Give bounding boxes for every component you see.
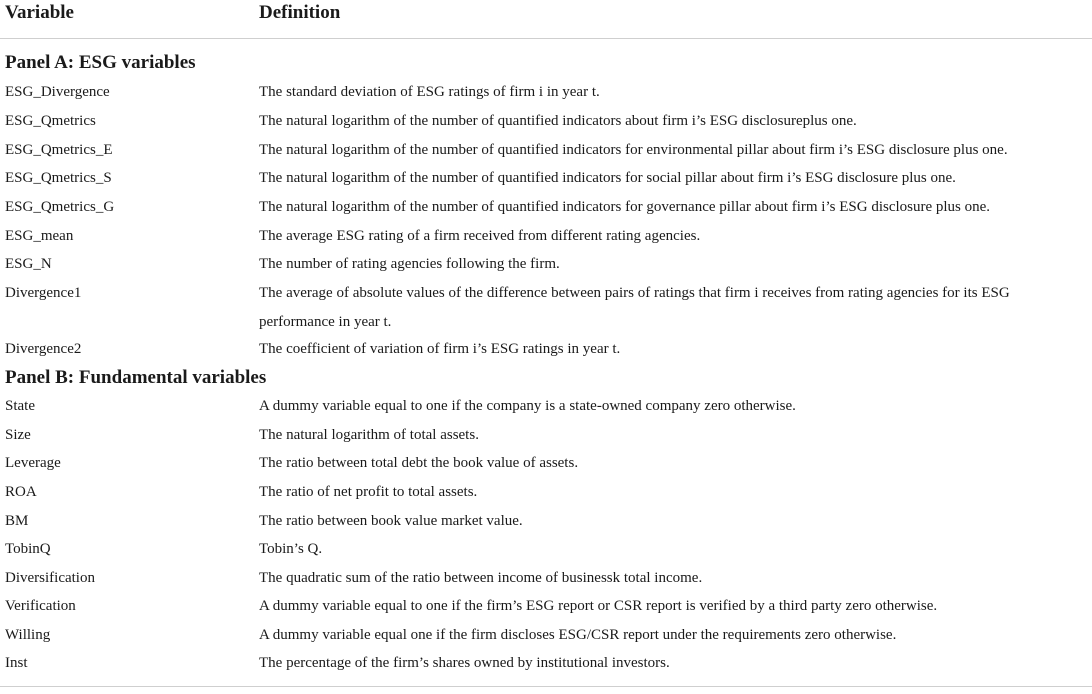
panel-b-title: Panel B: Fundamental variables: [5, 367, 267, 388]
variable-definition: The average ESG rating of a firm received from different rating agencies.: [259, 228, 701, 244]
variable-definition: The quadratic sum of the ratio between income of businessk total income.: [259, 570, 703, 586]
variable-name: ESG_N: [5, 256, 52, 272]
header-definition: Definition: [259, 2, 341, 23]
variable-definition: The natural logarithm of the number of quantified indicators about firm i’s ESG disclosureplus one.: [259, 113, 857, 129]
variable-name: Divergence1: [5, 285, 82, 301]
table-bottom-rule: [0, 686, 1092, 687]
variable-name: State: [5, 398, 35, 414]
variable-name: ESG_Qmetrics_G: [5, 199, 115, 215]
variable-name: ESG_Qmetrics_E: [5, 142, 113, 158]
header-variable: Variable: [5, 2, 74, 23]
variable-definition: The percentage of the firm’s shares owned by institutional investors.: [259, 655, 670, 671]
variable-definition: A dummy variable equal to one if the firm’s ESG report or CSR report is verified by a third party zero otherwise.: [259, 598, 938, 614]
variable-name: ESG_mean: [5, 228, 74, 244]
variable-name: ROA: [5, 484, 37, 500]
variable-definition: The average of absolute values of the difference between pairs of ratings that firm i receives from rating agencies for its ESG performance in year t.: [259, 285, 1010, 330]
variable-definition: The natural logarithm of the number of quantified indicators for governance pillar about firm i’s ESG disclosure plus one.: [259, 199, 991, 215]
variable-definition: The standard deviation of ESG ratings of firm i in year t.: [259, 84, 600, 100]
variable-definition: Tobin’s Q.: [259, 541, 323, 557]
variable-name: Leverage: [5, 455, 61, 471]
variable-name: ESG_Qmetrics: [5, 113, 96, 129]
table-header: [0, 0, 1092, 24]
variable-definition: A dummy variable equal to one if the company is a state-owned company zero otherwise.: [259, 398, 796, 414]
variable-definition: The coefficient of variation of firm i’s ESG ratings in year t.: [259, 341, 621, 357]
variable-definition: The number of rating agencies following the firm.: [259, 256, 560, 272]
variable-name: Willing: [5, 627, 51, 643]
variable-name: Verification: [5, 598, 76, 614]
variable-definition: The natural logarithm of the number of quantified indicators for social pillar about firm i’s ESG disclosure plus one.: [259, 170, 956, 186]
variable-definition: The ratio of net profit to total assets.: [259, 484, 478, 500]
variable-definition: The natural logarithm of total assets.: [259, 427, 479, 443]
variable-name: ESG_Divergence: [5, 84, 110, 100]
variable-name: ESG_Qmetrics_S: [5, 170, 112, 186]
variable-definition: The natural logarithm of the number of quantified indicators for environmental pillar about firm i’s ESG disclosure plus one.: [259, 142, 1008, 158]
variable-name: Size: [5, 427, 31, 443]
variable-name: Divergence2: [5, 341, 82, 357]
variable-name: TobinQ: [5, 541, 51, 557]
variable-name: Diversification: [5, 570, 95, 586]
variable-definition: The ratio between book value market value.: [259, 513, 523, 529]
variable-name: Inst: [5, 655, 28, 671]
variable-definition: A dummy variable equal one if the firm discloses ESG/CSR report under the requirements zero otherwise.: [259, 627, 897, 643]
variable-definition: The ratio between total debt the book value of assets.: [259, 455, 579, 471]
panel-a-title: Panel A: ESG variables: [5, 52, 196, 73]
header-rule: [0, 38, 1092, 39]
variable-name: BM: [5, 513, 29, 529]
